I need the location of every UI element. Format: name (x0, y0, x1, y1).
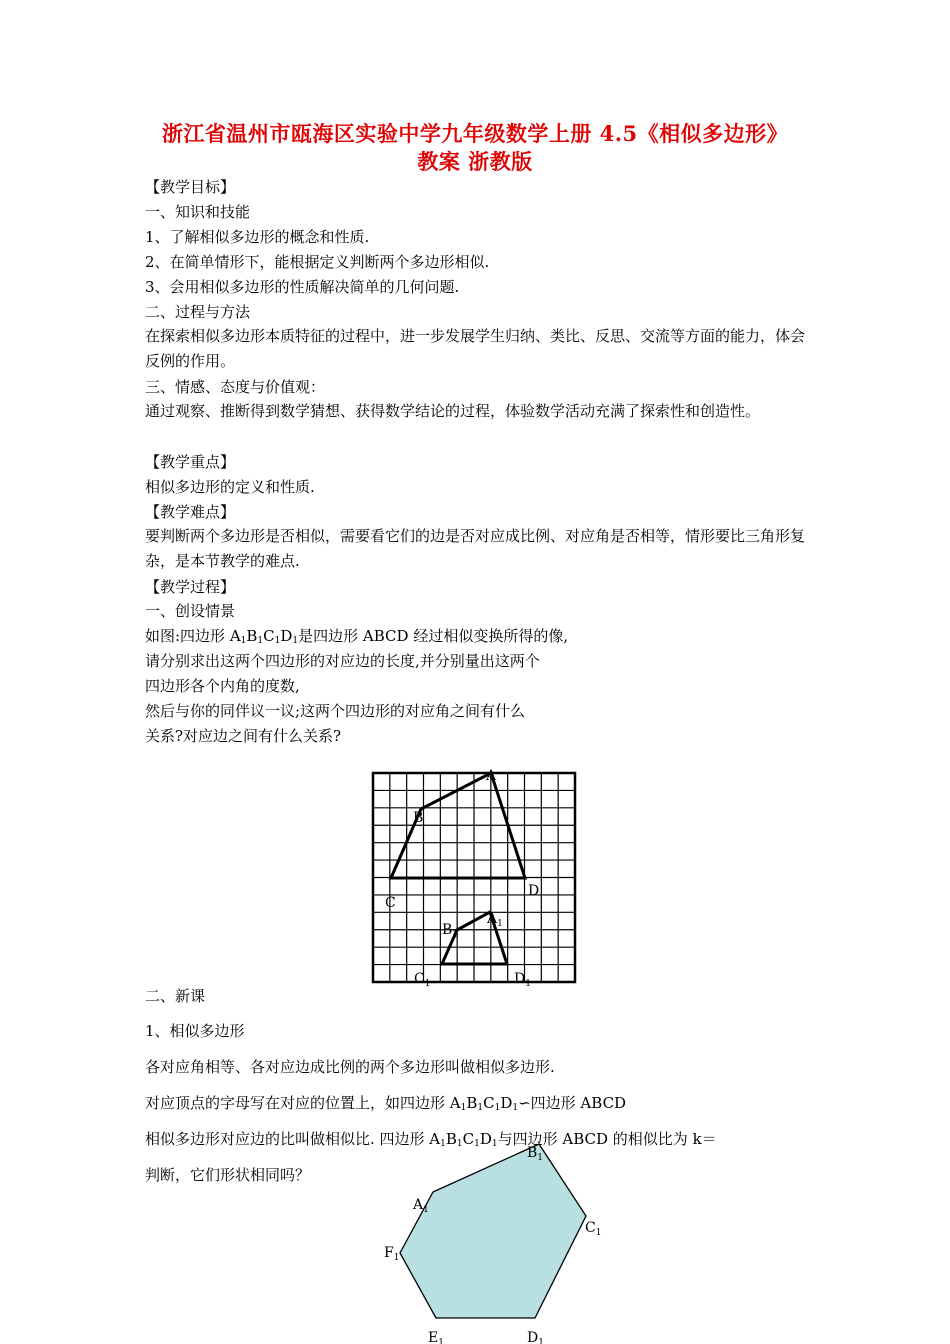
document-title (140, 120, 810, 176)
label-c1: $C_1$ (585, 1220, 602, 1238)
judge-text: 判断，它们形状相同吗？ (145, 1166, 311, 1184)
situation-line-4: 然后与你的同伴议一议;这两个四边形的对应角之间有什么 (145, 702, 526, 720)
process-text: 在探索相似多边形本质特征的过程中，进一步发展学生归纳、类比、反思、交流等方面的能力，体会反例的作用。 (145, 327, 806, 370)
title-line-1: 浙江省温州市瓯海区实验中学九年级数学上册 4.5《相似多边形》 (161, 121, 789, 146)
title-line-2: 教案 浙教版 (417, 149, 533, 174)
label-c: C (385, 895, 396, 911)
knowledge-header: 一、知识和技能 (145, 203, 251, 221)
label-d1: $D_1$ (514, 971, 531, 989)
label-e1: $E_1$ (428, 1330, 444, 1344)
situation-line-1: 如图:四边形 $A_1B_1C_1D_1$是四边形 ABCD 经过相似变换所得的像, (145, 627, 569, 646)
situation-header: 一、创设情景 (145, 602, 236, 620)
situation-line-5: 关系?对应边之间有什么关系? (145, 727, 342, 745)
label-a1: $A_1$ (413, 1197, 429, 1215)
goal-item-3: 3、会用相似多边形的性质解决简单的几何问题. (145, 278, 460, 296)
situation-line-2: 请分别求出这两个四边形的对应边的长度,并分别量出这两个 (145, 652, 540, 670)
new-lesson-header: 二、新课 (145, 987, 206, 1005)
key-text: 相似多边形的定义和性质. (145, 478, 315, 496)
grid-figure (360, 762, 590, 992)
situation-line-3: 四边形各个内角的度数, (145, 677, 300, 695)
goal-header: 【教学目标】 (145, 178, 236, 196)
label-d: D (528, 883, 540, 899)
ratio-text: 相似多边形对应边的比叫做相似比. 四边形 $A_1B_1C_1D_1$与四边形 ABCD 的相似比为 k＝ (145, 1130, 717, 1149)
notation-text: 对应顶点的字母写在对应的位置上，如四边形 $A_1B_1C_1D_1∽$四边形 ABCD (145, 1094, 627, 1113)
key-header: 【教学重点】 (145, 453, 236, 471)
difficulty-text: 要判断两个多边形是否相似，需要看它们的边是否对应成比例、对应角是否相等，情形要比三角形复杂，是本节教学的难点. (145, 527, 806, 570)
procedure-header: 【教学过程】 (145, 578, 236, 596)
similar-polygon-header: 1、相似多边形 (145, 1022, 245, 1040)
label-b1: $B_1$ (442, 922, 459, 940)
label-d1: $D_1$ (527, 1330, 544, 1344)
emotion-text: 通过观察、推断得到数学猜想、获得数学结论的过程，体验数学活动充满了探索性和创造性。 (145, 402, 761, 420)
goal-item-2: 2、在简单情形下，能根据定义判断两个多边形相似. (145, 253, 490, 271)
goal-item-1: 1、了解相似多边形的概念和性质. (145, 228, 370, 246)
emotion-header: 三、情感、态度与价值观： (145, 378, 326, 396)
label-a1: $A_1$ (487, 911, 503, 929)
difficulty-header: 【教学难点】 (145, 503, 236, 521)
label-b1: $B_1$ (527, 1145, 544, 1163)
label-c1: $C_1$ (414, 971, 431, 989)
label-b: B (413, 810, 424, 826)
label-a: A (486, 768, 497, 784)
definition-text: 各对应角相等、各对应边成比例的两个多边形叫做相似多边形. (145, 1058, 555, 1076)
hexagon-figure (370, 1136, 610, 1344)
label-f1: $F_1$ (384, 1245, 400, 1263)
process-header: 二、过程与方法 (145, 303, 251, 321)
hexagon-a1b1c1d1e1f1 (400, 1144, 586, 1318)
